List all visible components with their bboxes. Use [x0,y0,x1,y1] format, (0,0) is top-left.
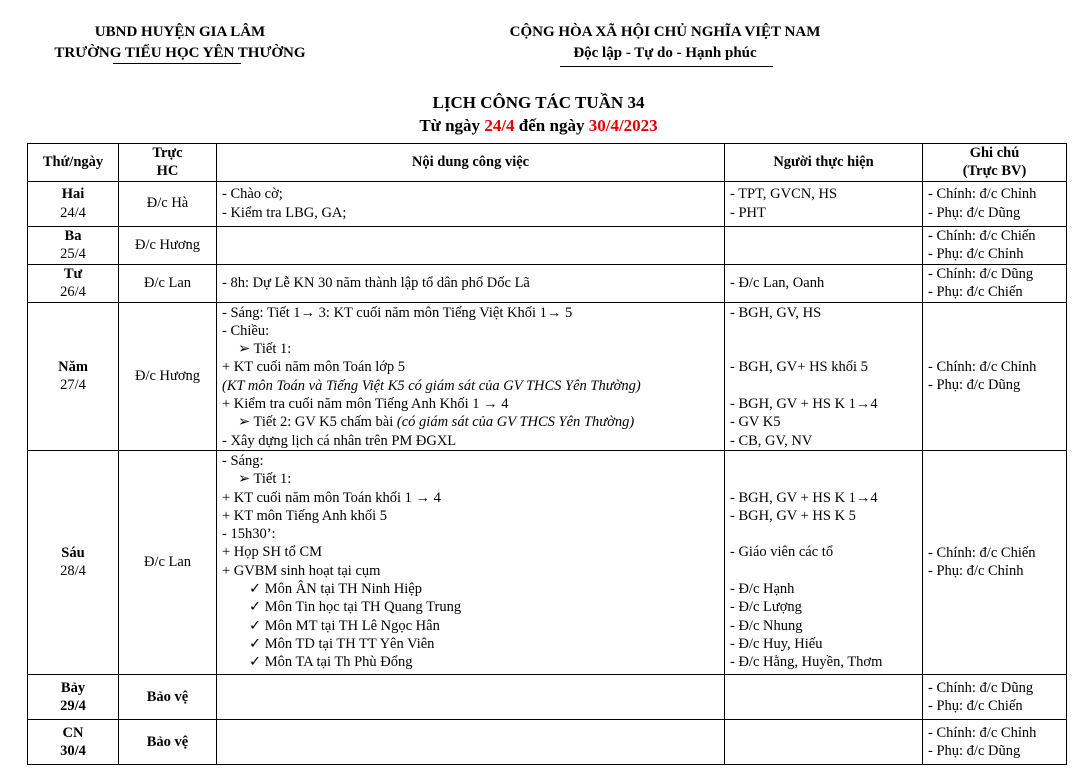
note-cell [923,450,1067,674]
content-line: + Kiểm tra cuối năm môn Tiếng Anh Khối 1 → 4 [222,396,509,413]
duty-cell: Đ/c Hương [119,226,217,264]
content-cell [217,719,725,764]
end-date: 30/4/2023 [588,116,658,135]
people-line: - GV K5 [730,414,781,431]
note-line: - Chính: đ/c Dũng [928,679,1034,696]
note-line: - Phụ: đ/c Chiến [928,284,1023,301]
org-header [20,22,340,64]
day-cell [28,181,119,226]
day-date: 25/4 [60,246,86,263]
note-line: - Chính: đ/c Chiến [928,227,1036,244]
note-line: - Phụ: đ/c Dũng [928,204,1021,221]
spacer [730,470,917,488]
people-cell [725,450,923,674]
people-cell [725,719,923,764]
nation-line-1: CỘNG HÒA XÃ HỘI CHỦ NGHĨA VIỆT NAM [509,24,821,40]
header-duty [119,144,217,182]
motto-underline [560,66,773,67]
note-cell [923,264,1067,302]
table-row [28,302,1067,450]
nation-header [460,22,870,64]
content-cell [217,674,725,719]
content-line: - Sáng: Tiết 1→ 3: KT cuối năm môn Tiếng Việt Khối 1→ 5 [222,304,573,321]
header-duty-2: HC [156,163,179,180]
spacer [730,525,917,543]
content-italic-note: (có giám sát của GV THCS Yên Thường) [396,414,635,431]
day-date: 30/4 [60,742,86,759]
content-line [222,413,719,431]
people-line: - BGH, GV + HS K 1→4 [730,489,878,506]
schedule-table [27,143,1067,765]
spacer [730,340,917,358]
day-cell [28,674,119,719]
content-text: ➢ Tiết 2: GV K5 chấm bài [238,414,397,431]
note-cell [923,181,1067,226]
day-name: CN [62,724,84,741]
day-cell [28,719,119,764]
duty-cell: Bảo vệ [119,674,217,719]
day-name: Bảy [60,679,86,696]
people-line: - PHT [730,204,766,221]
people-line: - BGH, GV + HS K 1→4 [730,396,878,413]
people-line: - Đ/c Hằng, Huyền, Thơm [730,654,883,671]
content-line: ✓ Môn ÂN tại TH Ninh Hiệp [249,581,422,598]
table-row [28,674,1067,719]
header-note [923,144,1067,182]
content-line: + GVBM sinh hoạt tại cụm [222,562,381,579]
duty-cell: Đ/c Hà [119,181,217,226]
content-cell [217,264,725,302]
people-line: - Đ/c Lan, Oanh [730,274,825,291]
org-line-1: UBND HUYỆN GIA LÂM [94,24,266,40]
duty-cell: Đ/c Lan [119,264,217,302]
note-line: - Phụ: đ/c Dũng [928,377,1021,394]
content-line: ✓ Môn Tin học tại TH Quang Trung [249,599,462,616]
note-line: - Chính: đ/c Chỉnh [928,724,1037,741]
day-cell [28,450,119,674]
content-line: - Kiểm tra LBG, GA; [222,204,347,221]
people-cell [725,226,923,264]
table-row [28,226,1067,264]
content-line: - Chào cờ; [222,186,283,203]
day-cell [28,226,119,264]
day-cell [28,264,119,302]
header-people: Người thực hiện [725,144,923,182]
content-line: - Xây dựng lịch cá nhân trên PM ĐGXL [222,432,457,449]
content-line: + KT cuối năm môn Toán lớp 5 [222,359,406,376]
note-cell [923,302,1067,450]
content-line: + Họp SH tổ CM [222,544,323,561]
day-name: Tư [63,265,83,282]
content-cell [217,181,725,226]
document-subtitle [0,115,1077,137]
table-row [28,264,1067,302]
table-header-row [28,144,1067,182]
note-line: - Phụ: đ/c Chiến [928,697,1023,714]
note-line: - Chính: đ/c Chỉnh [928,358,1037,375]
org-line-2: TRƯỜNG TIỂU HỌC YÊN THƯỜNG [54,45,306,61]
content-line: + KT cuối năm môn Toán khối 1 → 4 [222,489,441,506]
table-row [28,450,1067,674]
spacer [730,322,917,340]
subtitle-middle: đến ngày [514,116,589,135]
day-name: Hai [61,186,85,203]
note-line: - Phụ: đ/c Chỉnh [928,563,1024,580]
note-cell [923,226,1067,264]
people-cell [725,674,923,719]
note-line: - Chính: đ/c Chiến [928,545,1036,562]
note-cell [923,719,1067,764]
note-line: - Phụ: đ/c Dũng [928,742,1021,759]
table-row [28,719,1067,764]
header-duty-1: Trực [152,145,183,161]
people-line: - Giáo viên các tổ [730,544,834,561]
day-name: Ba [64,227,82,244]
people-line: - Đ/c Nhung [730,617,803,634]
note-line: - Chính: đ/c Chỉnh [928,186,1037,203]
people-line: - BGH, GV+ HS khối 5 [730,359,868,376]
content-line: - Sáng: [222,452,264,469]
day-date: 27/4 [60,377,86,394]
duty-cell: Đ/c Lan [119,450,217,674]
content-cell [217,302,725,450]
content-line: - Chiều: [222,322,270,339]
people-line: - TPT, GVCN, HS [730,186,838,203]
duty-cell: Bảo vệ [119,719,217,764]
day-date: 24/4 [60,204,86,221]
content-line: + KT môn Tiếng Anh khối 5 [222,507,388,524]
day-date: 26/4 [60,284,86,301]
day-date: 29/4 [60,697,86,714]
note-line: - Chính: đ/c Dũng [928,265,1034,282]
header-content: Nội dung công việc [217,144,725,182]
content-line: ✓ Môn TD tại TH TT Yên Viên [249,635,435,652]
people-cell [725,181,923,226]
content-line: ➢ Tiết 1: [238,341,292,358]
day-cell [28,302,119,450]
nation-line-2: Độc lập - Tự do - Hạnh phúc [573,45,757,61]
content-line: ✓ Môn MT tại TH Lê Ngọc Hân [249,617,440,634]
day-date: 28/4 [60,563,86,580]
content-line: (KT môn Toán và Tiếng Việt K5 có giám sát của GV THCS Yên Thường) [222,377,641,394]
content-cell [217,226,725,264]
header-note-2: (Trực BV) [962,163,1027,180]
duty-cell: Đ/c Hương [119,302,217,450]
people-line: - Đ/c Hạnh [730,581,795,598]
people-line: - BGH, GV, HS [730,304,822,321]
spacer [730,452,917,470]
document-title: LỊCH CÔNG TÁC TUẦN 34 [432,93,645,112]
table-row [28,181,1067,226]
content-cell [217,450,725,674]
note-cell [923,674,1067,719]
people-line: - CB, GV, NV [730,432,813,449]
people-cell [725,264,923,302]
spacer [730,377,917,395]
people-line: - BGH, GV + HS K 5 [730,507,856,524]
people-line: - Đ/c Lượng [730,599,802,616]
day-name: Năm [58,358,88,375]
content-line: ✓ Môn TA tại Th Phù Đổng [249,654,413,671]
content-line: - 15h30’: [222,526,276,543]
spacer [730,562,917,580]
people-line: - Đ/c Huy, Hiếu [730,635,823,652]
header-note-1: Ghi chú [969,145,1020,161]
start-date: 24/4 [484,116,515,135]
note-line: - Phụ: đ/c Chỉnh [928,246,1024,263]
org-underline [113,63,241,64]
subtitle-prefix: Từ ngày [419,116,485,135]
content-line: - 8h: Dự Lễ KN 30 năm thành lập tổ dân phố Dốc Lã [222,274,530,291]
content-line: ➢ Tiết 1: [238,471,292,488]
day-name: Sáu [61,545,85,562]
header-day: Thứ/ngày [28,144,119,182]
people-cell [725,302,923,450]
